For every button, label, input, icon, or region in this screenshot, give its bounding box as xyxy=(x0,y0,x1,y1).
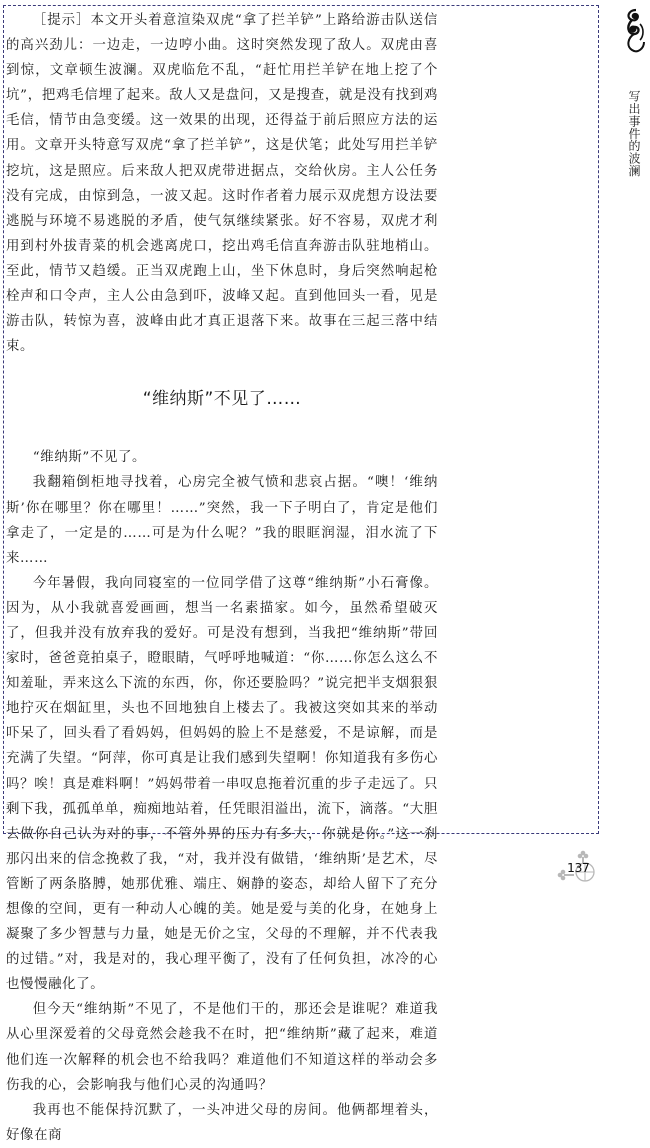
side-section-label: 写出事件的波澜 xyxy=(627,90,641,177)
page-footer xyxy=(557,850,607,886)
essay-paragraph: 但今天“维纳斯”不见了，不是他们干的，那还会是谁呢？难道我从心里深爱着的父母竟然会趁我不在时，把“维纳斯”藏了起来，难道他们连一次解释的机会也不给我吗？难道他们不知道这样的举动会多伤我的心，会影响我与他们心灵的沟通吗？ xyxy=(6,1002,438,1093)
essay-title: “维纳斯”不见了…… xyxy=(142,389,302,410)
hint-label: ［提示］ xyxy=(32,13,91,28)
essay-paragraph: 今年暑假，我向同寝室的一位同学借了这尊“维纳斯”小石膏像。因为，从小我就喜爱画画，想当一名素描家。如今，虽然希望破灭了，但我并没有放弃我的爱好。可是没有想到，当我把“维纳斯”带回家时，爸爸竟拍桌子，瞪眼睛，气呼呼地喊道：“你……你怎么这么不知羞耻，弄来这么下流的东西，你，你还要脸吗？”说完把半支烟狠狠地拧灭在烟缸里，头也不回地独自上楼去了。我被这突如其来的举动吓呆了，回头看了看妈妈，但妈妈的脸上不是慈爱，不是谅解，而是充满了失望。“阿萍，你可真是让我们感到失望啊！你知道我有多伤心吗？唉！真是难料啊！”妈妈带着一串叹息拖着沉重的步子走远了。只剩下我，孤孤单单，痴痴地站着，任凭眼泪溢出，流下，滴落。“大胆去做你自己认为对的事，不管外界的压力有多大，你就是你。”这一刹那闪出来的信念挽救了我，“对，我并没有做错，‘维纳斯’是艺术，尽管断了两条胳膊，她那优雅、端庄、娴静的姿态，却给人留下了充分想像的空间，更有一种动人心魄的美。她是爱与美的化身，在她身上凝聚了多少智慧与力量，她是无价之宝，父母的不理解，并不代表我的过错。”对，我是对的，我心理平衡了，没有了任何负担，冰冷的心也慢慢融化了。 xyxy=(6,575,438,993)
floral-scroll-icon xyxy=(622,6,648,56)
hint-paragraph xyxy=(6,8,438,359)
essay-paragraph: 我再也不能保持沉默了，一头冲进父母的房间。他俩都埋着头，好像在商 xyxy=(6,1102,438,1143)
essay-paragraph: 我翻箱倒柜地寻找着，心房完全被气愤和悲哀占据。“噢！‘维纳斯’你在哪里？你在哪里！……”突然，我一下子明白了，肯定是他们拿走了，一定是的……可是为什么呢？”我的眼眶润湿，泪水流了下来…… xyxy=(6,475,438,566)
text-column xyxy=(6,8,438,1148)
page-number: 137 xyxy=(567,860,590,875)
hint-text: 本文开头着意渲染双虎“拿了拦羊铲”上路给游击队送信的高兴劲儿：一边走，一边哼小曲。这时突然发现了敌人。双虎由喜到惊，文章顿生波澜。双虎临危不乱，“赶忙用拦羊铲在地上挖了个坑”，把鸡毛信埋了起来。敌人又是盘问，又是搜查，就是没有找到鸡毛信，情节由急变缓。这一效果的出现，还得益于前后照应方法的运用。文章开头特意写双虎“拿了拦羊铲”，这是伏笔；此处写用拦羊铲挖坑，这是照应。后来敌人把双虎带进据点，交给伙房。主人公任务没有完成，由惊到急，一波又起。这时作者着力展示双虎想方设法要逃脱与环境不易逃脱的矛盾，使气氛继续紧张。好不容易，双虎才利用到村外拔青菜的机会逃离虎口，挖出鸡毛信直奔游击队驻地梢山。至此，情节又趋缓。正当双虎跑上山，坐下休息时，身后突然响起枪栓声和口令声，主人公由急到吓，波峰又起。直到他回头一看，见是游击队，转惊为喜，波峰由此才真正退落下来。故事在三起三落中结束。 xyxy=(6,13,438,355)
essay-paragraph: “维纳斯”不见了。 xyxy=(32,450,147,466)
